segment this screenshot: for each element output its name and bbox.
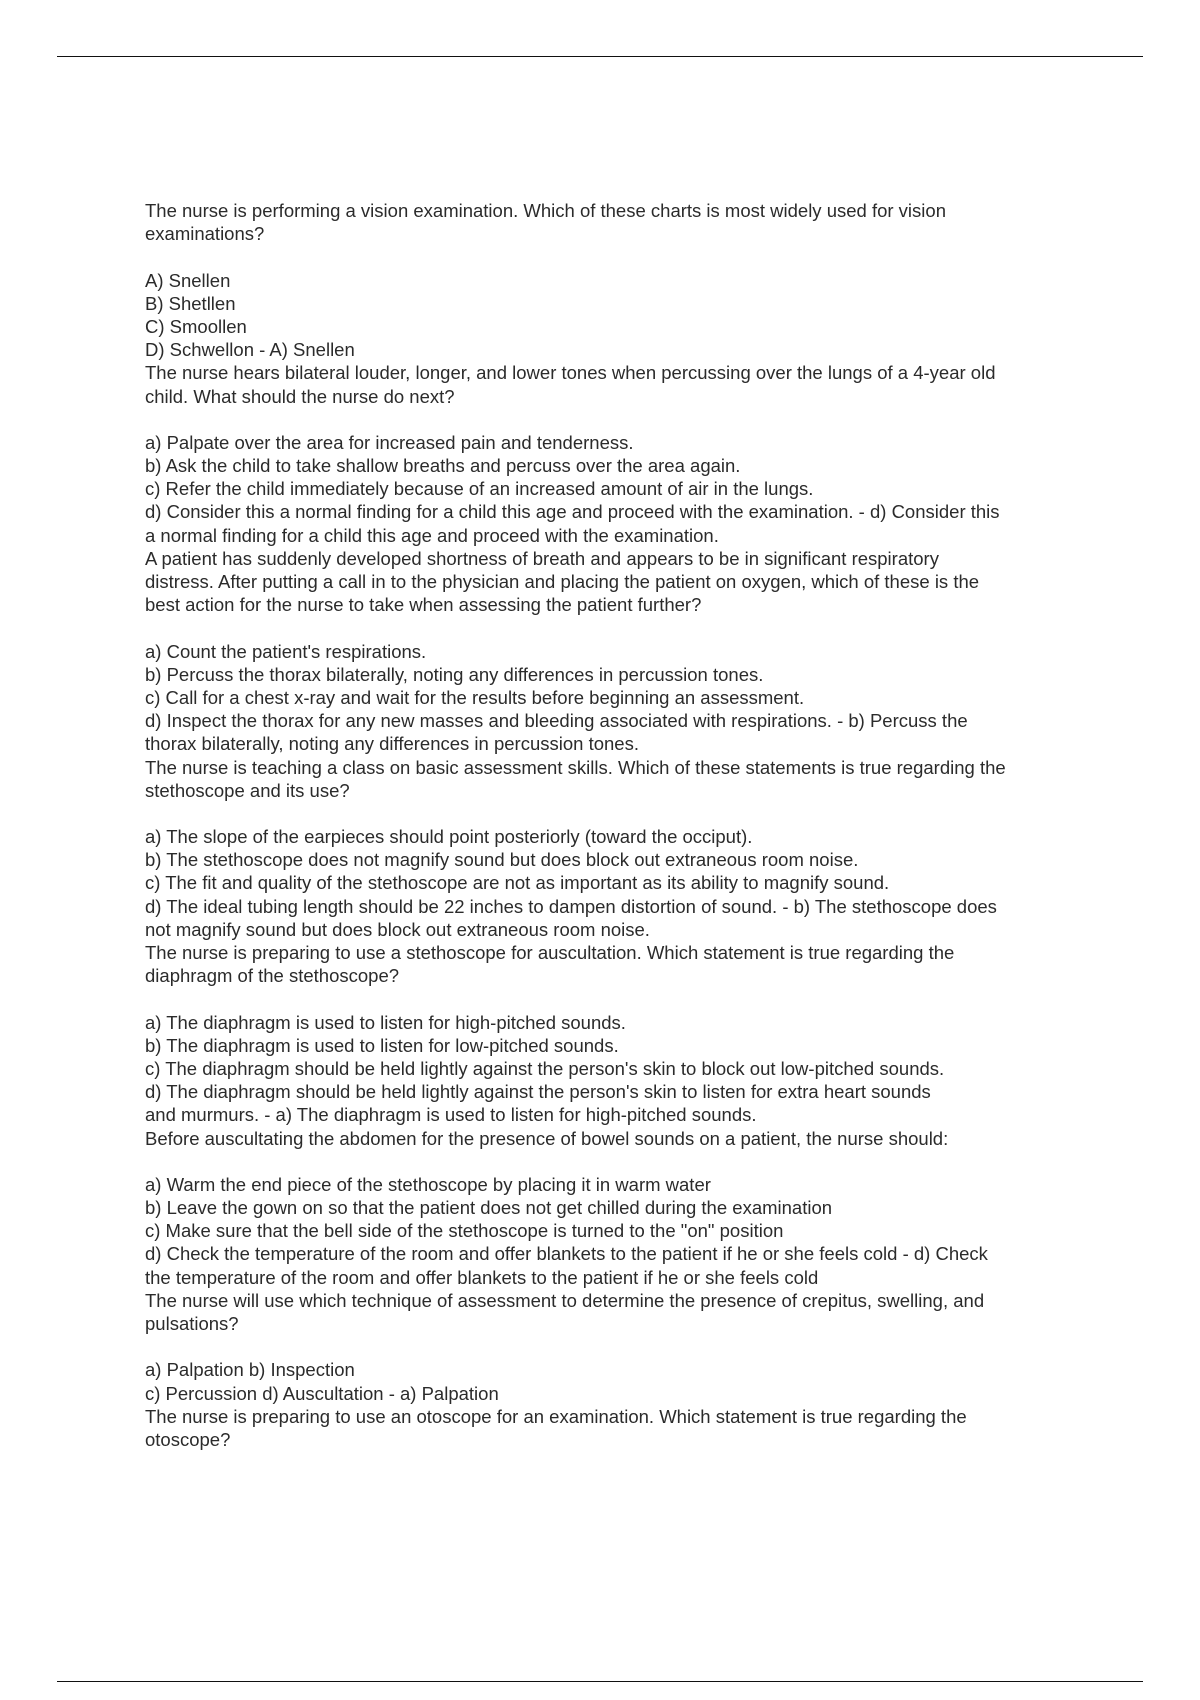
text-line: a) The slope of the earpieces should point posteriorly (toward the occiput). — [145, 826, 753, 848]
document-body — [145, 199, 1090, 1451]
text-line: The nurse will use which technique of assessment to determine the presence of crepitus, swelling, and — [145, 1289, 985, 1311]
text-line: c) The fit and quality of the stethoscope are not as important as its ability to magnify sound. — [145, 872, 890, 894]
text-line: b) The stethoscope does not magnify sound but does block out extraneous room noise. — [145, 849, 859, 871]
text-line: b) Ask the child to take shallow breaths and percuss over the area again. — [145, 455, 741, 477]
text-line: the temperature of the room and offer blankets to the patient if he or she feels cold — [145, 1266, 819, 1288]
blank-line — [145, 802, 1090, 825]
text-line: d) Inspect the thorax for any new masses and bleeding associated with respirations. - b) Percuss the — [145, 710, 968, 732]
text-line: c) Call for a chest x-ray and wait for the results before beginning an assessment. — [145, 686, 805, 708]
text-line: b) The diaphragm is used to listen for low-pitched sounds. — [145, 1034, 619, 1056]
text-line: The nurse is performing a vision examination. Which of these charts is most widely used for vision — [145, 200, 946, 221]
text-line: c) Make sure that the bell side of the stethoscope is turned to the "on" position — [145, 1220, 784, 1242]
text-line: The nurse is preparing to use a stethoscope for auscultation. Which statement is true regarding the — [145, 942, 955, 963]
blank-line — [145, 408, 1090, 431]
text-line: d) Check the temperature of the room and offer blankets to the patient if he or she feels cold - d) Check — [145, 1243, 988, 1265]
text-line: a) The diaphragm is used to listen for high-pitched sounds. — [145, 1011, 626, 1033]
text-line: Before auscultating the abdomen for the presence of bowel sounds on a patient, the nurse should: — [145, 1127, 949, 1149]
text-line: d) The diaphragm should be held lightly against the person's skin to listen for extra heart sounds — [145, 1081, 931, 1103]
text-line: c) Percussion d) Auscultation - a) Palpation — [145, 1382, 499, 1404]
text-line: a) Palpation b) Inspection — [145, 1359, 355, 1381]
blank-line — [145, 987, 1090, 1010]
text-line: otoscope? — [145, 1428, 231, 1450]
text-line: not magnify sound but does block out extraneous room noise. — [145, 918, 650, 940]
text-line: B) Shetllen — [145, 292, 236, 314]
text-line: D) Schwellon - A) Snellen — [145, 339, 355, 361]
text-line: d) Consider this a normal finding for a child this age and proceed with the examination. - d) Consider this — [145, 501, 1000, 523]
text-line: d) The ideal tubing length should be 22 inches to dampen distortion of sound. - b) The stethoscope does — [145, 895, 997, 917]
text-line: stethoscope and its use? — [145, 779, 350, 801]
bottom-rule — [57, 1681, 1143, 1682]
text-line: examinations? — [145, 223, 265, 245]
text-line: thorax bilaterally, noting any differences in percussion tones. — [145, 733, 639, 755]
text-line: child. What should the nurse do next? — [145, 385, 455, 407]
text-line: C) Smoollen — [145, 315, 247, 337]
blank-line — [145, 1150, 1090, 1173]
text-line: best action for the nurse to take when assessing the patient further? — [145, 594, 702, 616]
blank-line — [145, 616, 1090, 639]
text-line: A) Snellen — [145, 269, 231, 291]
text-line: c) Refer the child immediately because of an increased amount of air in the lungs. — [145, 478, 814, 500]
text-line: diaphragm of the stethoscope? — [145, 965, 400, 987]
text-line: a) Warm the end piece of the stethoscope by placing it in warm water — [145, 1173, 711, 1195]
text-line: pulsations? — [145, 1313, 239, 1334]
top-rule — [57, 56, 1143, 57]
text-line: and murmurs. - a) The diaphragm is used to listen for high-pitched sounds. — [145, 1104, 757, 1126]
text-line: A patient has suddenly developed shortness of breath and appears to be in significant respiratory — [145, 547, 939, 569]
text-line: a normal finding for a child this age and proceed with the examination. — [145, 524, 719, 546]
text-line: a) Count the patient's respirations. — [145, 640, 427, 662]
text-line: c) The diaphragm should be held lightly against the person's skin to block out low-pitched sounds. — [145, 1057, 945, 1079]
text-line: The nurse is teaching a class on basic assessment skills. Which of these statements is true regarding the — [145, 756, 1006, 778]
text-line: distress. After putting a call in to the physician and placing the patient on oxygen, which of these is the — [145, 571, 980, 592]
text-line: b) Leave the gown on so that the patient does not get chilled during the examination — [145, 1197, 833, 1219]
text-line: b) Percuss the thorax bilaterally, noting any differences in percussion tones. — [145, 663, 764, 685]
blank-line — [145, 245, 1090, 268]
text-line: The nurse is preparing to use an otoscope for an examination. Which statement is true regarding the — [145, 1405, 967, 1427]
blank-line — [145, 1335, 1090, 1358]
text-line: The nurse hears bilateral louder, longer, and lower tones when percussing over the lungs of a 4-year old — [145, 362, 996, 384]
text-line: a) Palpate over the area for increased pain and tenderness. — [145, 431, 634, 453]
